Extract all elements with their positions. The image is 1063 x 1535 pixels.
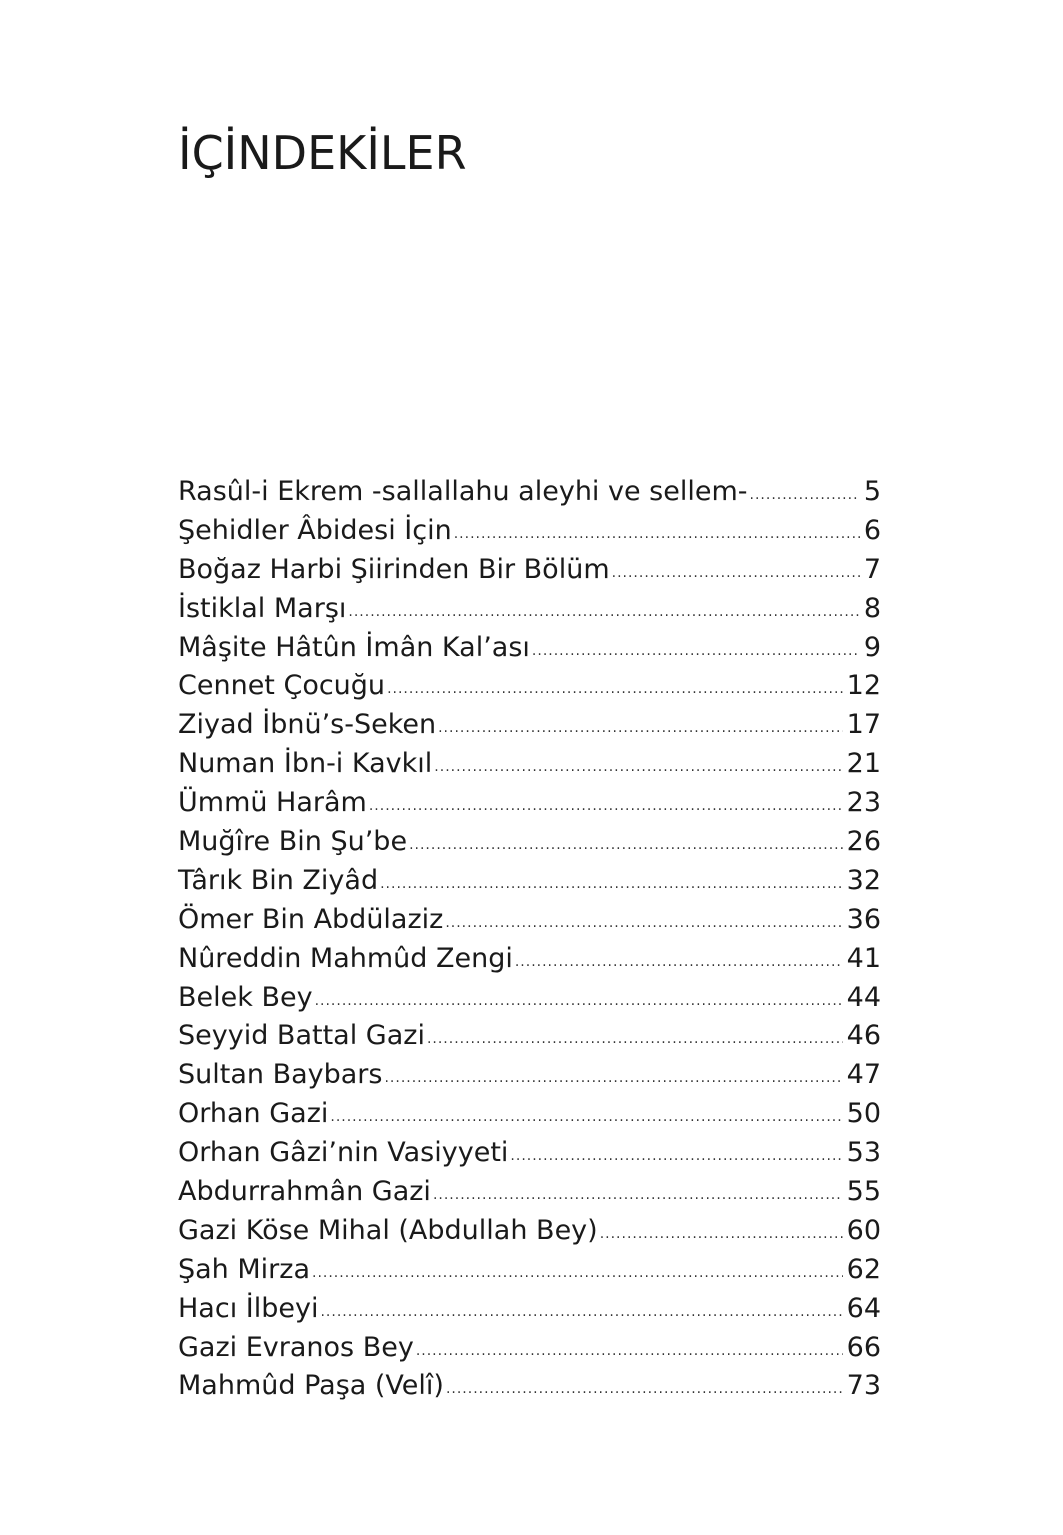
toc-entry-page: 7 [863, 553, 881, 585]
toc-entry-title: Seyyid Battal Gazi [178, 1020, 425, 1052]
dot-leader [515, 943, 843, 982]
dot-leader [369, 787, 843, 826]
dot-leader [750, 476, 860, 515]
dot-leader [320, 1293, 842, 1332]
toc-entry[interactable] [178, 1367, 881, 1406]
toc-entry-page: 55 [846, 1176, 881, 1208]
toc-entry[interactable] [178, 590, 881, 629]
toc-entry[interactable] [178, 473, 881, 512]
toc-entry-page: 23 [846, 787, 881, 819]
toc-entry[interactable] [178, 1134, 881, 1173]
toc-entry[interactable] [178, 1173, 881, 1212]
dot-leader [416, 1332, 843, 1371]
toc-entry-page: 64 [846, 1292, 881, 1324]
toc-entry-title: Ümmü Harâm [178, 787, 367, 819]
dot-leader [532, 632, 860, 671]
dot-leader [384, 1059, 842, 1098]
toc-entry[interactable] [178, 862, 881, 901]
dot-leader [434, 748, 842, 787]
table-of-contents [178, 473, 881, 1406]
toc-entry-title: Rasûl-i Ekrem -sallallahu aleyhi ve sellem- [178, 476, 748, 507]
toc-entry[interactable] [178, 1017, 881, 1056]
dot-leader [510, 1137, 842, 1176]
dot-leader [446, 1370, 843, 1409]
toc-entry-page: 36 [846, 903, 881, 935]
toc-entry-page: 8 [863, 592, 881, 624]
toc-entry[interactable] [178, 551, 881, 590]
toc-entry-page: 32 [846, 864, 881, 896]
toc-entry-title: Sultan Baybars [178, 1059, 383, 1091]
toc-entry[interactable] [178, 1251, 881, 1290]
toc-entry-title: Şah Mirza [178, 1253, 310, 1285]
toc-entry-page: 17 [846, 709, 881, 741]
toc-entry-title: Orhan Gâzi’nin Vasiyyeti [178, 1137, 509, 1169]
dot-leader [612, 554, 860, 593]
toc-entry[interactable] [178, 1290, 881, 1329]
toc-entry-title: Abdurrahmân Gazi [178, 1176, 431, 1208]
toc-entry[interactable] [178, 629, 881, 668]
toc-entry-page: 53 [846, 1137, 881, 1169]
toc-entry-page: 9 [863, 631, 881, 663]
dot-leader [409, 826, 843, 865]
toc-entry-page: 12 [846, 670, 881, 702]
toc-entry[interactable] [178, 901, 881, 940]
toc-entry-title: Hacı İlbeyi [178, 1292, 319, 1324]
dot-leader [348, 593, 859, 632]
toc-entry-page: 46 [846, 1020, 881, 1052]
toc-entry-title: İstiklal Marşı [178, 592, 347, 624]
toc-entry-page: 60 [846, 1214, 881, 1246]
toc-entry[interactable] [178, 745, 881, 784]
toc-entry-title: Ziyad İbnü’s-Seken [178, 709, 437, 741]
dot-leader [600, 1215, 843, 1254]
toc-entry-page: 50 [846, 1098, 881, 1130]
page-title: İÇİNDEKİLER [178, 126, 467, 180]
toc-entry-page: 47 [846, 1059, 881, 1091]
toc-entry-page: 44 [846, 981, 881, 1013]
dot-leader [312, 1254, 843, 1293]
toc-entry-title: Cennet Çocuğu [178, 670, 386, 702]
toc-entry-page: 73 [846, 1370, 881, 1402]
toc-entry-title: Boğaz Harbi Şiirinden Bir Bölüm [178, 553, 610, 585]
toc-entry[interactable] [178, 1212, 881, 1251]
toc-entry-page: 62 [846, 1253, 881, 1285]
toc-entry[interactable] [178, 667, 881, 706]
toc-entry-title: Mâşite Hâtûn İmân Kal’ası [178, 631, 530, 663]
toc-entry-title: Gazi Evranos Bey [178, 1331, 414, 1363]
dot-leader [438, 709, 843, 748]
toc-entry[interactable] [178, 512, 881, 551]
dot-leader [433, 1176, 843, 1215]
toc-entry[interactable] [178, 823, 881, 862]
toc-entry-page: 66 [846, 1331, 881, 1363]
dot-leader [330, 1098, 842, 1137]
toc-entry-title: Orhan Gazi [178, 1098, 329, 1130]
toc-entry-page: 41 [846, 942, 881, 974]
toc-entry-title: Ömer Bin Abdülaziz [178, 903, 444, 935]
toc-entry-page: 6 [863, 514, 881, 546]
toc-entry-title: Mahmûd Paşa (Velî) [178, 1370, 444, 1402]
dot-leader [315, 982, 843, 1021]
dot-leader [387, 670, 843, 709]
dot-leader [445, 904, 842, 943]
toc-entry-title: Gazi Köse Mihal (Abdullah Bey) [178, 1214, 598, 1246]
dot-leader [454, 515, 860, 554]
toc-entry[interactable] [178, 1056, 881, 1095]
dot-leader [380, 865, 843, 904]
toc-entry-title: Belek Bey [178, 981, 313, 1013]
toc-entry-title: Numan İbn-i Kavkıl [178, 748, 433, 780]
dot-leader [427, 1020, 843, 1059]
toc-entry-page: 5 [863, 476, 881, 507]
toc-entry-page: 21 [846, 748, 881, 780]
toc-entry[interactable] [178, 784, 881, 823]
toc-entry-title: Târık Bin Ziyâd [178, 864, 379, 896]
toc-entry[interactable] [178, 1329, 881, 1368]
toc-entry[interactable] [178, 940, 881, 979]
toc-entry-title: Nûreddin Mahmûd Zengi [178, 942, 513, 974]
toc-entry[interactable] [178, 706, 881, 745]
toc-entry-title: Muğîre Bin Şu’be [178, 826, 408, 858]
toc-entry[interactable] [178, 1095, 881, 1134]
toc-entry-page: 26 [846, 826, 881, 858]
toc-entry[interactable] [178, 979, 881, 1018]
toc-entry-title: Şehidler Âbidesi İçin [178, 514, 452, 546]
